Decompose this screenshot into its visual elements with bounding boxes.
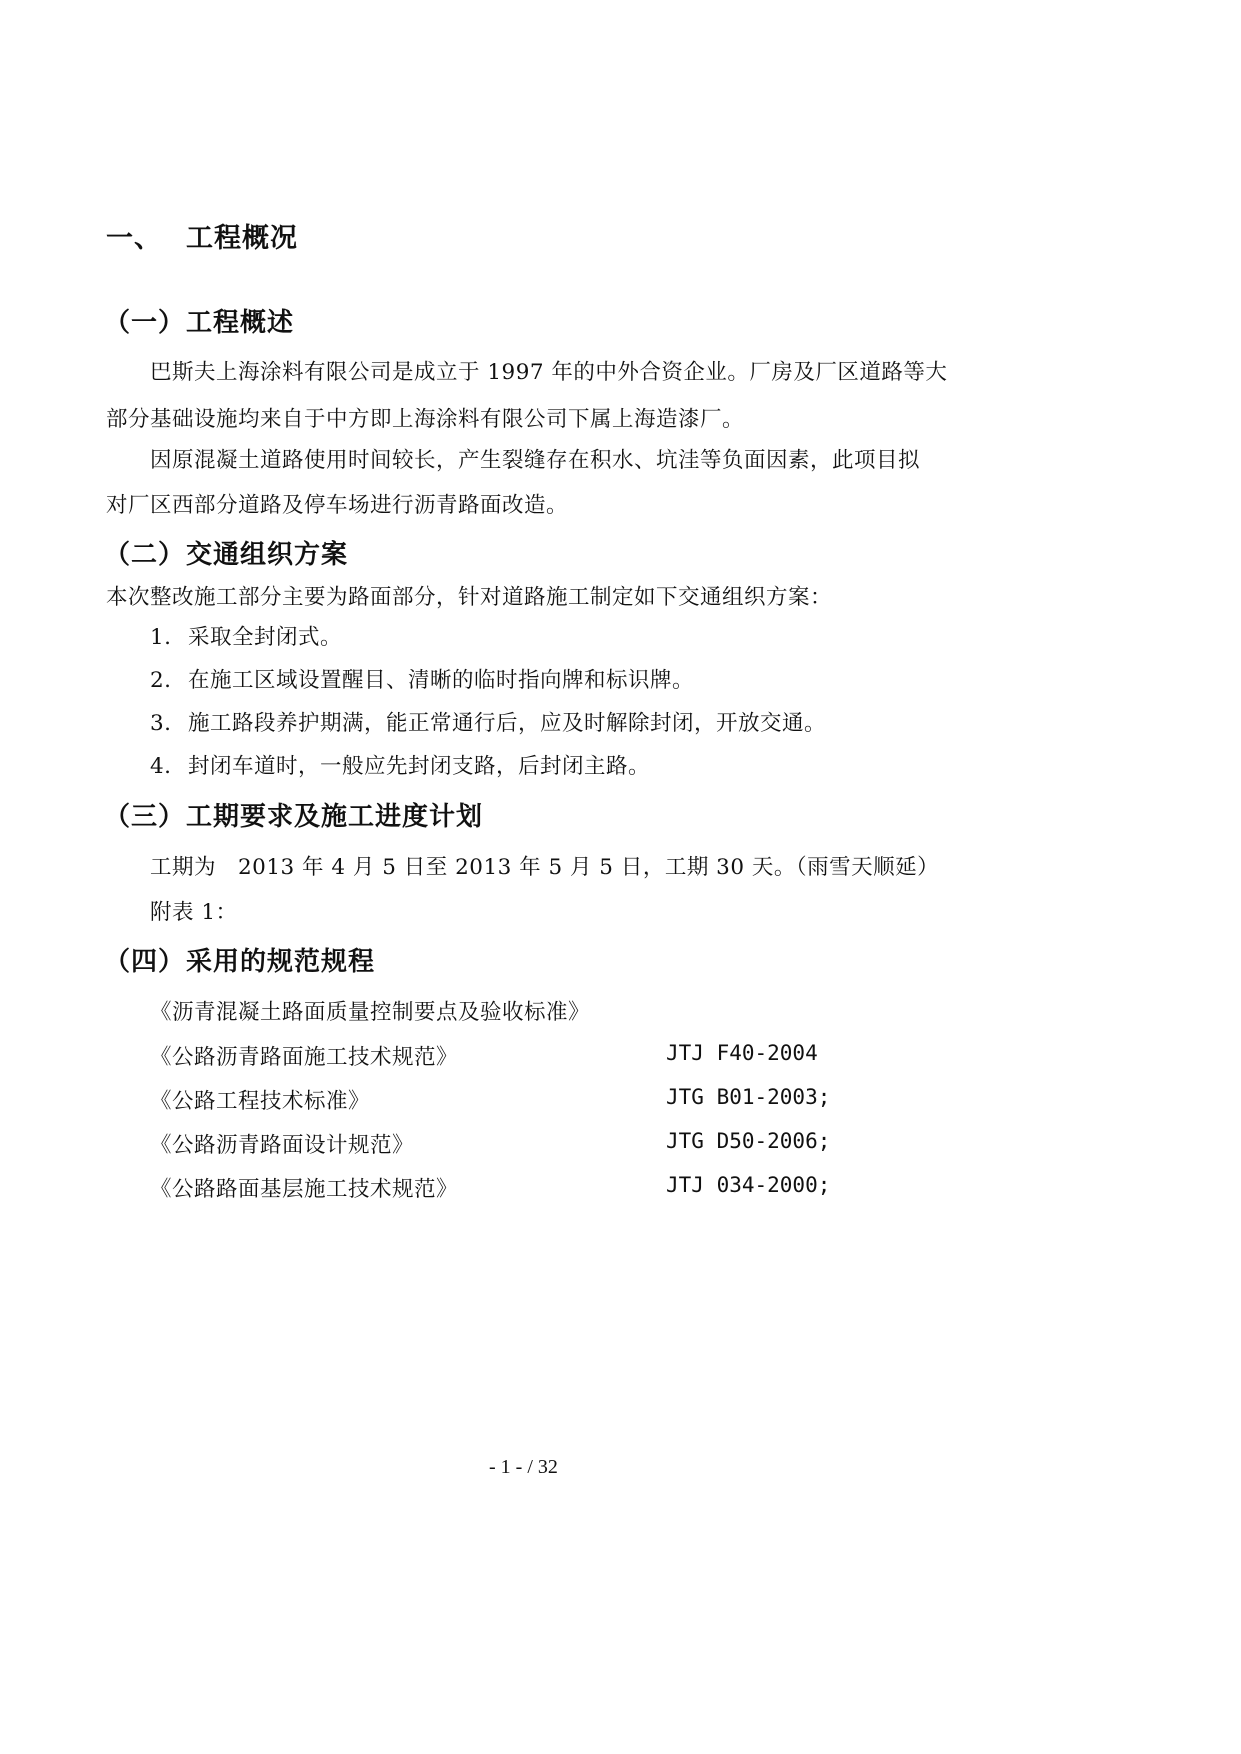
list-number: 1.: [150, 625, 172, 650]
list-item: [150, 706, 826, 737]
list-item: [150, 663, 694, 694]
section-heading: [106, 216, 298, 255]
subsection-heading-3: [104, 796, 483, 833]
subsection-title: 工期要求及施工进度计划: [186, 802, 484, 832]
list-text: 施工路段养护期满，能正常通行后，应及时解除封闭，开放交通。: [188, 711, 827, 736]
subsection-heading-1: [104, 302, 294, 339]
list-number: 2.: [150, 668, 172, 693]
list-text: 采取全封闭式。: [188, 625, 343, 650]
standard-name: 《公路路面基层施工技术规范》: [150, 1177, 459, 1202]
standard-name: 《公路工程技术标准》: [150, 1089, 371, 1114]
subsection-number: （四）: [104, 947, 186, 977]
paragraph-line: 巴斯夫上海涂料有限公司是成立于 1997 年的中外合资企业。厂房及厂区道路等大: [150, 360, 948, 385]
list-item: [150, 749, 650, 780]
standard-code: JTJ F40-2004: [666, 1041, 818, 1065]
list-text: 在施工区域设置醒目、清晰的临时指向牌和标识牌。: [188, 668, 695, 693]
schedule-line: 工期为 2013 年 4 月 5 日至 2013 年 5 月 5 日，工期 30 天。（雨雪天顺延）: [150, 855, 940, 880]
standard-code: JTJ 034-2000;: [666, 1173, 831, 1197]
standard-name: 《公路沥青路面施工技术规范》: [150, 1045, 459, 1070]
standard-name: 《公路沥青路面设计规范》: [150, 1133, 415, 1158]
list-text: 封闭车道时，一般应先封闭支路，后封闭主路。: [188, 754, 651, 779]
list-number: 4.: [150, 754, 172, 779]
subsection-number: （二）: [104, 540, 186, 570]
section-number: 一、: [106, 223, 162, 254]
subsection-title: 采用的规范规程: [186, 947, 376, 977]
subsection-title: 交通组织方案: [186, 540, 349, 570]
list-number: 3.: [150, 711, 172, 736]
page-number: - 1 - / 32: [489, 1456, 558, 1478]
appendix-line: 附表 1：: [150, 900, 238, 925]
standard-code: JTG D50-2006;: [666, 1129, 831, 1153]
subsection-heading-4: [104, 941, 375, 978]
subsection-number: （三）: [104, 802, 186, 832]
subsection-number: （一）: [104, 308, 186, 338]
subsection-title: 工程概述: [186, 308, 295, 338]
paragraph-line: 对厂区西部分道路及停车场进行沥青路面改造。: [106, 493, 569, 518]
list-item: [150, 620, 342, 651]
section-title: 工程概况: [186, 223, 298, 254]
paragraph-line: 本次整改施工部分主要为路面部分，针对道路施工制定如下交通组织方案：: [106, 585, 833, 610]
standard-code: JTG B01-2003;: [666, 1085, 831, 1109]
paragraph-line: 因原混凝土道路使用时间较长，产生裂缝存在积水、坑洼等负面因素，此项目拟: [150, 448, 921, 473]
subsection-heading-2: [104, 534, 348, 571]
standard-name: 《沥青混凝土路面质量控制要点及验收标准》: [150, 1000, 591, 1025]
paragraph-line: 部分基础设施均来自于中方即上海涂料有限公司下属上海造漆厂。: [106, 407, 745, 432]
